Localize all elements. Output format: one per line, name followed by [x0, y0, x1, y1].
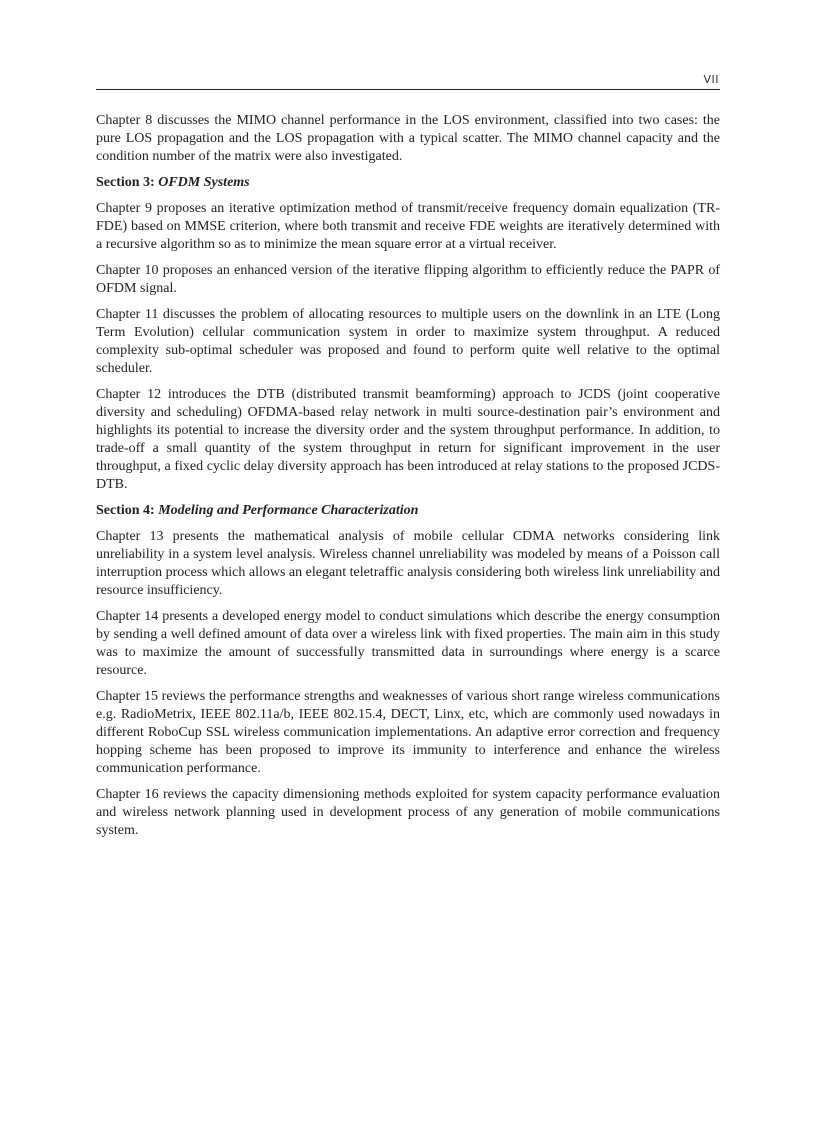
- section-heading-4: [96, 502, 720, 520]
- paragraph-chapter-12: Chapter 12 introduces the DTB (distributed transmit beamforming) approach to JCDS (joint cooperative diversity and scheduling) OFDMA-based relay network in multi source-destination pair’s environment and highlights its potential to increase the diversity order and the system throughput performance. In addition, to trade-off a small quantity of the system throughput in return for significant improvement in the user throughput, a fixed cyclic delay diversity approach has been introduced at relay stations to the proposed JCDS-DTB.: [96, 387, 720, 492]
- section-title: Modeling and Performance Characterization: [158, 503, 419, 518]
- section-label: Section 3:: [96, 175, 159, 190]
- section-heading-3: [96, 174, 720, 192]
- paragraph-chapter-10: Chapter 10 proposes an enhanced version of the iterative flipping algorithm to efficiently reduce the PAPR of OFDM signal.: [96, 263, 720, 296]
- paragraph-chapter-8: Chapter 8 discusses the MIMO channel performance in the LOS environment, classified into two cases: the pure LOS propagation and the LOS propagation with a typical scatter. The MIMO channel capacity and the condition number of the matrix were also investigated.: [96, 113, 720, 164]
- paragraph-chapter-13: Chapter 13 presents the mathematical analysis of mobile cellular CDMA networks considering link unreliability in a system level analysis. Wireless channel unreliability was modeled by means of a Poisson call interruption process which allows an elegant teletraffic analysis considering both wireless link unreliability and resource insufficiency.: [96, 529, 720, 598]
- paragraph-chapter-11: Chapter 11 discusses the problem of allocating resources to multiple users on the downlink in an LTE (Long Term Evolution) cellular communication system in order to maximize system throughput. A reduced complexity sub-optimal scheduler was proposed and found to perform quite well relative to the optimal scheduler.: [96, 307, 720, 376]
- paragraph-chapter-9: Chapter 9 proposes an iterative optimization method of transmit/receive frequency domain equalization (TR-FDE) based on MMSE criterion, where both transmit and receive FDE weights are iteratively determined with a recursive algorithm so as to minimize the mean square error at a virtual receiver.: [96, 201, 720, 252]
- running-header: [96, 73, 720, 90]
- page-number: VII: [703, 73, 719, 86]
- section-title: OFDM Systems: [158, 175, 250, 190]
- section-label: Section 4:: [96, 503, 159, 518]
- paragraph-chapter-15: Chapter 15 reviews the performance strengths and weaknesses of various short range wireless communications e.g. RadioMetrix, IEEE 802.11a/b, IEEE 802.15.4, DECT, Linx, etc, which are commonly used nowadays in different RoboCup SSL wireless communication implementations. An adaptive error correction and frequency hopping scheme has been proposed to improve its immunity to interference and enhance the wireless communication performance.: [96, 689, 720, 776]
- body-text: [96, 112, 720, 848]
- paragraph-chapter-16: Chapter 16 reviews the capacity dimensioning methods exploited for system capacity performance evaluation and wireless network planning used in development process of any generation of mobile communications system.: [96, 787, 720, 838]
- paragraph-chapter-14: Chapter 14 presents a developed energy model to conduct simulations which describe the energy consumption by sending a well defined amount of data over a wireless link with fixed properties. The main aim in this study was to maximize the amount of successfully transmitted data in surroundings where energy is a scarce resource.: [96, 609, 720, 678]
